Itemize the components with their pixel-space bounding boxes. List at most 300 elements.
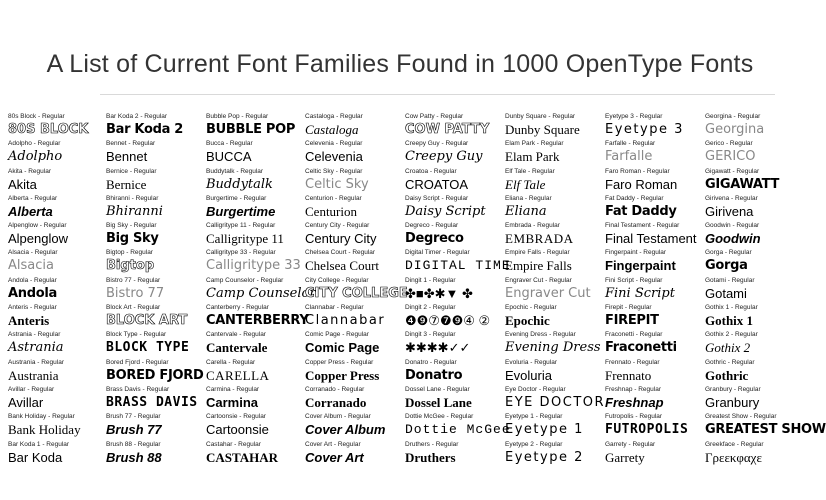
font-name-label: Cover Art - Regular bbox=[305, 440, 361, 448]
font-name-label: Greekface - Regular bbox=[705, 440, 764, 448]
font-entry bbox=[705, 140, 803, 167]
font-sample: Bank Holiday bbox=[8, 422, 81, 438]
font-entry bbox=[8, 222, 106, 249]
font-entry bbox=[305, 276, 408, 304]
font-name-label: Alberta - Regular bbox=[8, 194, 58, 202]
font-sample: Fini Script bbox=[605, 285, 675, 301]
font-name-label: Degreco - Regular bbox=[405, 222, 459, 230]
font-name-label: Castahar - Regular bbox=[206, 440, 261, 448]
font-name-label: Fingerpaint - Regular bbox=[605, 249, 667, 257]
font-entry bbox=[206, 113, 304, 140]
font-entry bbox=[505, 277, 603, 304]
font-name-label: Firepit - Regular bbox=[605, 304, 652, 312]
font-entry bbox=[405, 413, 511, 440]
font-entry bbox=[106, 413, 204, 440]
font-sample: BRASS DAVIS bbox=[106, 394, 198, 410]
font-name-label: Dingit 3 - Regular bbox=[405, 331, 456, 339]
font-entry bbox=[8, 413, 106, 440]
font-name-label: Engraver Cut - Regular bbox=[505, 276, 572, 284]
font-name-label: Bistro 77 - Regular bbox=[106, 276, 161, 284]
font-name-label: Daisy Script - Regular bbox=[405, 194, 469, 202]
font-name-label: Cartoonsie - Regular bbox=[206, 413, 266, 421]
font-sample: Frennato bbox=[605, 367, 652, 383]
font-entry bbox=[505, 359, 603, 386]
font-entry bbox=[106, 359, 204, 386]
font-sample: FIREPIT bbox=[605, 313, 659, 329]
font-entry bbox=[605, 441, 703, 468]
font-sample: Brush 77 bbox=[106, 422, 162, 438]
font-sample: Alberta bbox=[8, 203, 53, 219]
font-name-label: Centurion - Regular bbox=[305, 194, 362, 202]
font-entry bbox=[106, 140, 204, 167]
font-name-label: Epochic - Regular bbox=[505, 304, 557, 312]
font-entry bbox=[405, 168, 503, 195]
font-entry bbox=[305, 249, 403, 276]
font-name-label: Block Art - Regular bbox=[106, 304, 161, 312]
font-column bbox=[206, 113, 316, 468]
font-sample: CANTERBERRY bbox=[206, 313, 309, 329]
font-column bbox=[505, 113, 606, 468]
font-entry bbox=[505, 222, 603, 249]
font-entry bbox=[206, 304, 309, 331]
font-name-label: Empire Falls - Regular bbox=[505, 249, 570, 257]
font-column bbox=[106, 113, 204, 468]
font-name-label: 80s Block - Regular bbox=[8, 113, 65, 120]
font-sample: Big Sky bbox=[106, 231, 159, 247]
font-sample: Goodwin bbox=[705, 231, 761, 247]
font-sample: Astrania bbox=[8, 340, 64, 356]
font-entry bbox=[8, 249, 106, 276]
font-sample: BORED FJORD bbox=[106, 367, 204, 383]
font-name-label: Canterberry - Regular bbox=[206, 304, 269, 312]
font-sample: Avillar bbox=[8, 394, 44, 410]
font-entry bbox=[405, 331, 503, 358]
font-sample: Degreco bbox=[405, 231, 464, 247]
font-name-label: Anteris - Regular bbox=[8, 304, 57, 312]
font-entry bbox=[705, 304, 803, 331]
font-name-label: Gorga - Regular bbox=[705, 249, 752, 257]
font-sample: Cantervale bbox=[206, 340, 268, 356]
font-name-label: Frennato - Regular bbox=[605, 358, 660, 366]
font-entry bbox=[8, 113, 106, 140]
font-list-grid bbox=[8, 113, 826, 498]
font-entry bbox=[8, 168, 106, 195]
font-name-label: Dingit 2 - Regular bbox=[405, 304, 456, 312]
font-name-label: Freshnap - Regular bbox=[605, 385, 661, 393]
font-sample: Gothix 2 bbox=[705, 340, 751, 356]
font-sample: Farfalle bbox=[605, 149, 653, 165]
font-sample: Copper Press bbox=[305, 367, 380, 383]
font-entry bbox=[605, 359, 703, 386]
font-name-label: Farfalle - Regular bbox=[605, 140, 656, 148]
font-entry bbox=[106, 304, 204, 331]
font-sample: Burgertime bbox=[206, 203, 276, 219]
font-sample: Eyetype 3 bbox=[605, 122, 684, 137]
font-sample: Empire Falls bbox=[505, 258, 572, 274]
font-sample: Celtic Sky bbox=[305, 176, 369, 192]
font-entry bbox=[605, 413, 703, 440]
font-name-label: Celevenia - Regular bbox=[305, 140, 363, 148]
font-sample: Gothric bbox=[705, 367, 749, 383]
font-sample: Final Testament bbox=[605, 231, 697, 247]
font-name-label: Copper Press - Regular bbox=[305, 358, 374, 366]
font-sample: Adolpho bbox=[8, 149, 63, 165]
font-entry bbox=[505, 168, 603, 195]
font-entry bbox=[405, 386, 503, 413]
font-column bbox=[8, 113, 106, 468]
font-name-label: Donatro - Regular bbox=[405, 358, 457, 366]
font-sample: Bernice bbox=[106, 176, 147, 192]
font-name-label: Elf Tale - Regular bbox=[505, 167, 555, 175]
font-sample: Bhiranni bbox=[106, 203, 163, 219]
font-sample: Gorga bbox=[705, 258, 748, 274]
font-sample: ✤■✤✱▼ ✤ bbox=[405, 285, 473, 301]
font-entry bbox=[106, 222, 204, 249]
font-name-label: Chelsea Court - Regular bbox=[305, 249, 376, 257]
font-sample: CARELLA bbox=[206, 367, 270, 383]
font-name-label: Elam Park - Regular bbox=[505, 140, 564, 148]
font-sample: Elam Park bbox=[505, 149, 560, 165]
font-name-label: Evoluria - Regular bbox=[505, 358, 558, 366]
font-entry bbox=[505, 441, 603, 468]
font-sample: Bigtop bbox=[106, 258, 155, 274]
font-name-label: Alpenglow - Regular bbox=[8, 222, 67, 230]
font-sample: BUBBLE POP bbox=[206, 122, 296, 137]
font-name-label: Burgertime - Regular bbox=[206, 194, 267, 202]
font-entry bbox=[605, 113, 703, 140]
font-sample: Comic Page bbox=[305, 340, 380, 356]
font-column bbox=[705, 113, 826, 468]
font-entry bbox=[8, 331, 106, 358]
font-entry bbox=[8, 277, 106, 304]
font-name-label: Fat Daddy - Regular bbox=[605, 194, 664, 202]
font-name-label: Gothix 2 - Regular bbox=[705, 331, 758, 339]
font-name-label: Buddytalk - Regular bbox=[206, 167, 264, 175]
font-sample: EMBRADA bbox=[505, 231, 574, 247]
font-name-label: Celtic Sky - Regular bbox=[305, 167, 363, 175]
font-column bbox=[405, 113, 511, 468]
font-name-label: Clannabar - Regular bbox=[305, 304, 364, 312]
font-name-label: Eye Doctor - Regular bbox=[505, 385, 566, 393]
font-entry bbox=[206, 195, 304, 222]
font-sample: DIGITAL TIME bbox=[405, 258, 511, 274]
font-sample: GIGAWATT bbox=[705, 176, 780, 192]
font-name-label: Brush 88 - Regular bbox=[106, 440, 161, 448]
font-entry bbox=[206, 359, 304, 386]
font-sample: Anteris bbox=[8, 313, 50, 329]
font-sample: BLOCK ART bbox=[106, 313, 188, 329]
font-sample: Centurion bbox=[305, 203, 357, 219]
font-name-label: Goodwin - Regular bbox=[705, 222, 760, 230]
font-sample: CITY COLLEGE bbox=[305, 285, 408, 301]
font-entry bbox=[305, 195, 403, 222]
font-name-label: Bar Koda 2 - Regular bbox=[106, 113, 168, 120]
font-entry bbox=[505, 140, 603, 167]
font-sample: Fingerpaint bbox=[605, 258, 676, 274]
font-entry bbox=[705, 386, 803, 413]
font-sample: COW PATTY bbox=[405, 122, 490, 137]
font-entry bbox=[405, 249, 511, 276]
font-sample: Dossel Lane bbox=[405, 394, 472, 410]
font-name-label: Cover Album - Regular bbox=[305, 413, 371, 421]
font-name-label: Comic Page - Regular bbox=[305, 331, 369, 339]
font-entry bbox=[705, 195, 803, 222]
font-entry bbox=[206, 276, 316, 304]
font-name-label: Brass Davis - Regular bbox=[106, 385, 170, 393]
font-entry bbox=[305, 222, 403, 249]
font-entry bbox=[305, 304, 403, 331]
font-name-label: Druthers - Regular bbox=[405, 440, 459, 448]
font-entry bbox=[305, 331, 403, 358]
page-title: A List of Current Font Families Found in 1000 OpenType Fonts bbox=[46, 50, 754, 78]
font-sample: Faro Roman bbox=[605, 176, 678, 192]
font-sample: GREATEST SHOW bbox=[705, 422, 826, 438]
font-entry bbox=[605, 168, 703, 195]
font-entry bbox=[305, 113, 403, 140]
font-entry bbox=[206, 413, 304, 440]
font-name-label: Cantervale - Regular bbox=[206, 331, 266, 339]
font-sample: ✱✱✱✱✓✓ bbox=[405, 340, 471, 356]
font-name-label: Girivena - Regular bbox=[705, 194, 758, 202]
font-entry bbox=[705, 277, 803, 304]
font-sample: Carmina bbox=[206, 394, 259, 410]
font-entry bbox=[305, 359, 403, 386]
font-entry bbox=[8, 386, 106, 413]
font-name-label: Digital Timer - Regular bbox=[405, 249, 470, 257]
font-name-label: Bubble Pop - Regular bbox=[206, 113, 269, 120]
font-name-label: Futropolis - Regular bbox=[605, 413, 663, 421]
font-name-label: Big Sky - Regular bbox=[106, 222, 157, 230]
font-sample: Gothix 1 bbox=[705, 313, 754, 329]
font-entry bbox=[505, 413, 603, 440]
font-name-label: Andola - Regular bbox=[8, 276, 57, 284]
font-entry bbox=[505, 331, 603, 358]
font-entry bbox=[705, 249, 803, 276]
font-entry bbox=[605, 140, 703, 167]
font-sample: Georgina bbox=[705, 122, 765, 137]
font-sample: Engraver Cut bbox=[505, 285, 591, 301]
font-name-label: Bar Koda 1 - Regular bbox=[8, 440, 70, 448]
font-entry bbox=[705, 359, 803, 386]
font-entry bbox=[305, 386, 403, 413]
font-name-label: Akita - Regular bbox=[8, 167, 51, 175]
font-name-label: Gigawatt - Regular bbox=[705, 167, 760, 175]
font-entry bbox=[605, 195, 703, 222]
font-sample: Alsacia bbox=[8, 258, 54, 274]
font-sample: GERICO bbox=[705, 149, 756, 165]
font-name-label: Granbury - Regular bbox=[705, 385, 761, 393]
font-sample: Evoluria bbox=[505, 367, 552, 383]
font-sample: CROATOA bbox=[405, 176, 469, 192]
font-name-label: Bhiranni - Regular bbox=[106, 194, 159, 202]
font-name-label: Fraconetti - Regular bbox=[605, 331, 663, 339]
font-sample: CASTAHAR bbox=[206, 449, 278, 465]
font-entry bbox=[8, 140, 106, 167]
font-sample: Freshnap bbox=[605, 394, 664, 410]
font-entry bbox=[405, 304, 503, 331]
font-entry bbox=[705, 441, 803, 468]
font-column bbox=[605, 113, 703, 468]
font-name-label: Austrania - Regular bbox=[8, 358, 64, 366]
font-name-label: Brush 77 - Regular bbox=[106, 413, 161, 421]
font-name-label: Adolpho - Regular bbox=[8, 140, 61, 148]
font-sample: Fraconetti bbox=[605, 340, 677, 356]
font-sample: Druthers bbox=[405, 449, 456, 465]
font-sample: Garrety bbox=[605, 449, 645, 465]
font-sample: Dunby Square bbox=[505, 122, 580, 137]
font-entry bbox=[605, 222, 703, 249]
font-sample: Dottie McGee bbox=[405, 422, 511, 438]
font-sample: FUTROPOLIS bbox=[605, 422, 689, 438]
font-name-label: Astrania - Regular bbox=[8, 331, 61, 339]
font-name-label: City College - Regular bbox=[305, 276, 369, 284]
font-entry bbox=[106, 331, 204, 358]
font-column bbox=[305, 113, 408, 468]
font-name-label: Avillar - Regular bbox=[8, 385, 55, 393]
font-sample: Corranado bbox=[305, 394, 367, 410]
font-sample: Elf Tale bbox=[505, 176, 546, 192]
font-entry bbox=[305, 441, 403, 468]
font-sample: EYE DOCTOR bbox=[505, 394, 606, 410]
font-sample: Γρεεκφαχε bbox=[705, 449, 762, 465]
font-sample: Bar Koda bbox=[8, 449, 63, 465]
font-name-label: Calligritype 11 - Regular bbox=[206, 222, 276, 230]
font-entry bbox=[206, 331, 304, 358]
font-sample: Bar Koda 2 bbox=[106, 122, 184, 137]
font-entry bbox=[405, 222, 503, 249]
font-entry bbox=[305, 168, 403, 195]
font-entry bbox=[106, 441, 204, 468]
font-entry bbox=[106, 168, 204, 195]
font-entry bbox=[505, 385, 606, 413]
font-sample: Alpenglow bbox=[8, 231, 68, 247]
font-entry bbox=[505, 113, 603, 140]
font-sample: Eyetype 2 bbox=[505, 449, 584, 465]
font-entry bbox=[605, 331, 703, 358]
font-sample: 80S BLOCK bbox=[8, 122, 89, 137]
font-name-label: Eyetype 2 - Regular bbox=[505, 440, 563, 448]
font-name-label: Bernice - Regular bbox=[106, 167, 157, 175]
font-name-label: Eliana - Regular bbox=[505, 194, 552, 202]
font-name-label: Carmina - Regular bbox=[206, 385, 260, 393]
font-entry bbox=[106, 386, 204, 413]
font-entry bbox=[505, 249, 603, 276]
font-sample: Buddytalk bbox=[206, 176, 273, 192]
font-entry bbox=[106, 277, 204, 304]
font-name-label: Block Type - Regular bbox=[106, 331, 167, 339]
font-entry bbox=[405, 113, 503, 140]
font-entry bbox=[106, 195, 204, 222]
font-entry bbox=[8, 359, 106, 386]
font-sample: Donatro bbox=[405, 367, 463, 383]
font-sample: Castaloga bbox=[305, 122, 359, 137]
font-name-label: Eyetype 3 - Regular bbox=[605, 113, 663, 120]
font-name-label: Gothix 1 - Regular bbox=[705, 304, 758, 312]
font-entry bbox=[505, 304, 603, 331]
font-name-label: Corranado - Regular bbox=[305, 385, 365, 393]
font-sample: Creepy Guy bbox=[405, 149, 483, 165]
font-sample: Brush 88 bbox=[106, 449, 162, 465]
font-sample: Eyetype 1 bbox=[505, 422, 584, 438]
font-name-label: Camp Counselor - Regular bbox=[206, 276, 284, 284]
font-sample: Evening Dress bbox=[505, 340, 601, 356]
font-entry bbox=[206, 386, 304, 413]
font-sample: Andola bbox=[8, 285, 57, 301]
font-name-label: Gotami - Regular bbox=[705, 276, 755, 284]
font-name-label: Fini Script - Regular bbox=[605, 276, 663, 284]
font-name-label: Century City - Regular bbox=[305, 222, 370, 230]
font-name-label: Bored Fjord - Regular bbox=[106, 358, 169, 366]
font-entry bbox=[305, 140, 403, 167]
font-name-label: Carella - Regular bbox=[206, 358, 256, 366]
font-entry bbox=[505, 195, 603, 222]
font-entry bbox=[405, 195, 503, 222]
font-entry bbox=[206, 249, 304, 276]
font-sample: Cartoonsie bbox=[206, 422, 269, 438]
font-entry bbox=[106, 249, 204, 276]
font-name-label: Castaloga - Regular bbox=[305, 113, 363, 120]
font-name-label: Cow Patty - Regular bbox=[405, 113, 464, 120]
font-sample: ❹❾⑦❼❾④ ② bbox=[405, 313, 491, 329]
font-entry bbox=[106, 113, 204, 140]
font-entry bbox=[8, 195, 106, 222]
font-entry bbox=[8, 441, 106, 468]
font-sample: Bistro 77 bbox=[106, 285, 165, 301]
font-sample: Cover Art bbox=[305, 449, 364, 465]
font-sample: Cover Album bbox=[305, 422, 386, 438]
font-entry bbox=[405, 277, 503, 304]
font-name-label: Final Testament - Regular bbox=[605, 222, 680, 230]
font-sample: Epochic bbox=[505, 313, 550, 329]
font-name-label: Gothric - Regular bbox=[705, 358, 755, 366]
font-sample: Calligritype 11 bbox=[206, 231, 284, 247]
font-name-label: Eyetype 1 - Regular bbox=[505, 413, 563, 421]
font-sample: Camp Counselor bbox=[206, 285, 316, 301]
font-name-label: Dingit 1 - Regular bbox=[405, 276, 456, 284]
font-name-label: Embrada - Regular bbox=[505, 222, 560, 230]
font-sample: Granbury bbox=[705, 394, 760, 410]
font-entry bbox=[405, 441, 503, 468]
font-entry bbox=[605, 386, 703, 413]
font-entry bbox=[206, 140, 304, 167]
font-entry bbox=[206, 168, 304, 195]
font-entry bbox=[605, 249, 703, 276]
font-sample: Gotami bbox=[705, 285, 747, 301]
font-name-label: Dunby Square - Regular bbox=[505, 113, 576, 120]
font-name-label: Bucca - Regular bbox=[206, 140, 253, 148]
font-sample: Bennet bbox=[106, 149, 148, 165]
font-name-label: Bank Holiday - Regular bbox=[8, 413, 75, 421]
font-entry bbox=[705, 413, 826, 440]
font-sample: Austrania bbox=[8, 367, 59, 383]
font-name-label: Bennet - Regular bbox=[106, 140, 156, 148]
font-name-label: Dossel Lane - Regular bbox=[405, 385, 470, 393]
font-name-label: Garrety - Regular bbox=[605, 440, 656, 448]
font-sample: Eliana bbox=[505, 203, 547, 219]
font-name-label: Evening Dress - Regular bbox=[505, 331, 576, 339]
font-entry bbox=[705, 222, 803, 249]
font-name-label: Gerico - Regular bbox=[705, 140, 753, 148]
font-name-label: Bigtop - Regular bbox=[106, 249, 153, 257]
font-sample: Girivena bbox=[705, 203, 754, 219]
font-entry bbox=[605, 277, 703, 304]
font-name-label: Faro Roman - Regular bbox=[605, 167, 670, 175]
font-name-label: Alsacia - Regular bbox=[8, 249, 58, 257]
font-sample: Century City bbox=[305, 231, 377, 247]
font-sample: BLOCK TYPE bbox=[106, 340, 190, 356]
title-divider bbox=[100, 94, 775, 95]
font-name-label: Greatest Show - Regular bbox=[705, 413, 777, 421]
